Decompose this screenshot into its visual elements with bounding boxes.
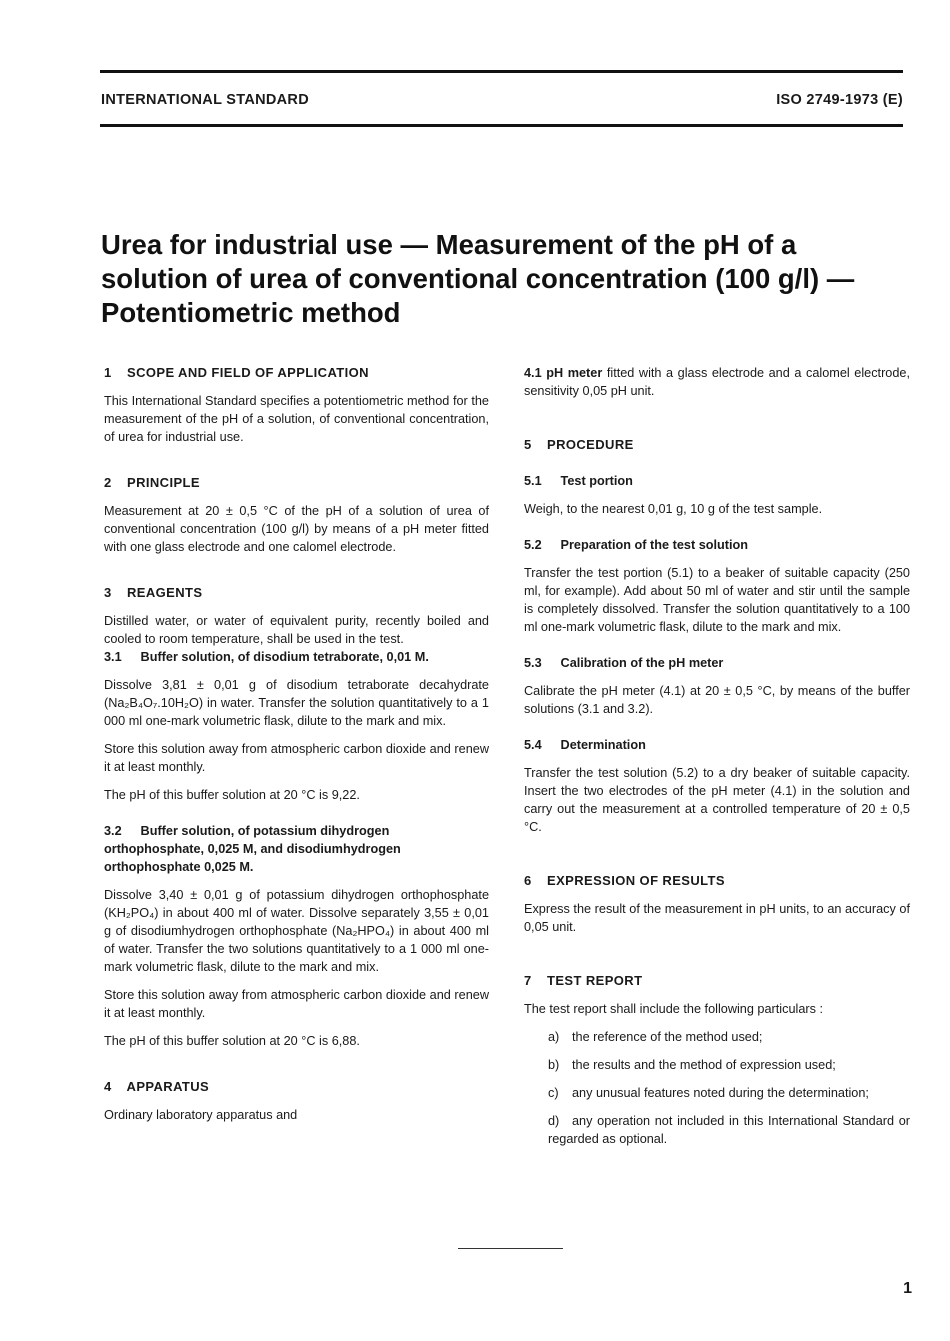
list-item-label: a) <box>548 1030 560 1044</box>
section-5-4-text: Transfer the test solution (5.2) to a dry beaker of suitable capacity. Insert the two electrodes of the pH meter (4.1) in the solution and carry out the measurement at a controlled temperature of 20 ± 0,5 °C. <box>524 766 910 834</box>
section-5-heading <box>524 436 910 454</box>
section-number: 7 <box>524 973 532 988</box>
section-number: 3 <box>104 585 112 600</box>
subsection-number: 3.2 <box>104 824 122 838</box>
subsection-number: 5.2 <box>524 538 542 552</box>
header-standard-type: INTERNATIONAL STANDARD <box>101 92 309 108</box>
section-title: REAGENTS <box>127 585 203 600</box>
list-item-label: c) <box>548 1086 559 1100</box>
subsection-body: fitted with a glass electrode and a calomel electrode, sensitivity 0,05 pH unit. <box>524 366 910 398</box>
section-3-2-text-2: Store this solution away from atmospheric carbon dioxide and renew it at least monthly. <box>104 988 489 1020</box>
list-item-label: d) <box>548 1114 560 1128</box>
section-3-2-text-1: Dissolve 3,40 ± 0,01 g of potassium dihydrogen orthophosphate (KH₂PO₄) in about 400 ml of water. Dissolve separately 3,55 ± 0,01 g of disodiumhydrogen orthophosphate (Na₂HPO₄) in about 400 ml of water. Transfer the two solutions quantitatively to a 1 000 ml one-mark volumetric flask, dilute to the mark and mix. <box>104 888 489 974</box>
section-title: EXPRESSION OF RESULTS <box>547 873 725 888</box>
section-3-heading <box>104 584 489 602</box>
section-6-text: Express the result of the measurement in pH units, to an accuracy of 0,05 unit. <box>524 902 910 934</box>
section-3-1-heading <box>104 648 489 666</box>
list-item-text: the reference of the method used; <box>572 1030 763 1044</box>
section-2-text: Measurement at 20 ± 0,5 °C of the pH of a solution of urea of conventional concentration (100 g/l) by means of a pH meter fitted with one glass electrode and one calomel electrode. <box>104 504 489 554</box>
section-title: PRINCIPLE <box>127 475 200 490</box>
list-item <box>524 1084 910 1102</box>
section-title: TEST REPORT <box>547 973 643 988</box>
section-5-2-heading <box>524 536 910 554</box>
section-5-3-text: Calibrate the pH meter (4.1) at 20 ± 0,5 °C, by means of the buffer solutions (3.1 and 3.2). <box>524 684 910 716</box>
list-item <box>524 1056 910 1074</box>
subsection-title: Test portion <box>560 474 633 488</box>
subsection-number: 5.1 <box>524 474 542 488</box>
section-7-heading <box>524 972 910 990</box>
list-item-text: the results and the method of expression used; <box>572 1058 836 1072</box>
section-5-1-text: Weigh, to the nearest 0,01 g, 10 g of the test sample. <box>524 502 823 516</box>
section-5-3-heading <box>524 654 910 672</box>
document-title: Urea for industrial use — Measurement of the pH of a solution of urea of conventional concentration (100 g/l) — Potentiometric method <box>101 229 855 328</box>
subsection-number: 5.3 <box>524 656 542 670</box>
subsection-title: Buffer solution, of potassium dihydrogen orthophosphate, 0,025 M, and disodiumhydrogen orthophosphate 0,025 M. <box>104 824 401 874</box>
subsection-lead: pH meter <box>546 366 603 380</box>
page-number: 1 <box>903 1280 912 1297</box>
subsection-number: 4.1 <box>524 366 542 380</box>
subsection-title: Determination <box>560 738 646 752</box>
section-title: PROCEDURE <box>547 437 634 452</box>
subsection-title: Buffer solution, of disodium tetraborate, 0,01 M. <box>140 650 429 664</box>
header-rule-top <box>100 70 903 73</box>
section-1-text: This International Standard specifies a potentiometric method for the measurement of the pH of a solution, of conventional concentration, of urea for industrial use. <box>104 394 489 444</box>
section-title: SCOPE AND FIELD OF APPLICATION <box>127 365 369 380</box>
subsection-number: 3.1 <box>104 650 122 664</box>
header-standard-number: ISO 2749-1973 (E) <box>776 92 903 108</box>
section-3-1-text-3: The pH of this buffer solution at 20 °C is 9,22. <box>104 788 360 802</box>
section-5-1-heading <box>524 472 910 490</box>
section-7-text: The test report shall include the following particulars : <box>524 1002 824 1016</box>
section-number: 4 <box>104 1079 112 1094</box>
section-3-text: Distilled water, or water of equivalent purity, recently boiled and cooled to room temperature, shall be used in the test. <box>104 614 489 646</box>
subsection-number: 5.4 <box>524 738 542 752</box>
section-6-heading <box>524 872 910 890</box>
section-3-2-text-3: The pH of this buffer solution at 20 °C is 6,88. <box>104 1034 360 1048</box>
section-number: 6 <box>524 873 532 888</box>
subsection-title: Preparation of the test solution <box>560 538 749 552</box>
list-item-text: any operation not included in this International Standard or regarded as optional. <box>548 1114 910 1146</box>
footer-rule <box>458 1248 563 1249</box>
left-column <box>104 364 489 1124</box>
section-1-heading <box>104 364 489 382</box>
section-number: 1 <box>104 365 112 380</box>
section-3-2-heading <box>104 822 489 876</box>
header-rule-bottom <box>100 124 903 127</box>
list-item <box>524 1028 910 1046</box>
section-5-2-text: Transfer the test portion (5.1) to a beaker of suitable capacity (250 ml, for example). Add about 50 ml of water and stir until the sample is completely dissolved. Transfer the solution quantitatively to a 100 ml one-mark volumetric flask, dilute to the mark and mix. <box>524 566 910 634</box>
list-item-text: any unusual features noted during the determination; <box>572 1086 869 1100</box>
section-4-text: Ordinary laboratory apparatus and <box>104 1108 298 1122</box>
subsection-title: Calibration of the pH meter <box>560 656 724 670</box>
section-title: APPARATUS <box>126 1079 210 1094</box>
section-3-1-text-2: Store this solution away from atmospheric carbon dioxide and renew it at least monthly. <box>104 742 489 774</box>
right-column <box>524 364 910 1148</box>
list-item-label: b) <box>548 1058 560 1072</box>
section-number: 2 <box>104 475 112 490</box>
section-5-4-heading <box>524 736 910 754</box>
section-3-1-text-1: Dissolve 3,81 ± 0,01 g of disodium tetraborate decahydrate (Na₂B₄O₇.10H₂O) in water. Transfer the solution quantitatively to a 1 000 ml one-mark volumetric flask, dilute to the mark and mix. <box>104 678 489 728</box>
section-2-heading <box>104 474 489 492</box>
section-4-1-text <box>524 364 910 400</box>
section-4-heading <box>104 1078 489 1096</box>
section-number: 5 <box>524 437 532 452</box>
list-item <box>524 1112 910 1148</box>
